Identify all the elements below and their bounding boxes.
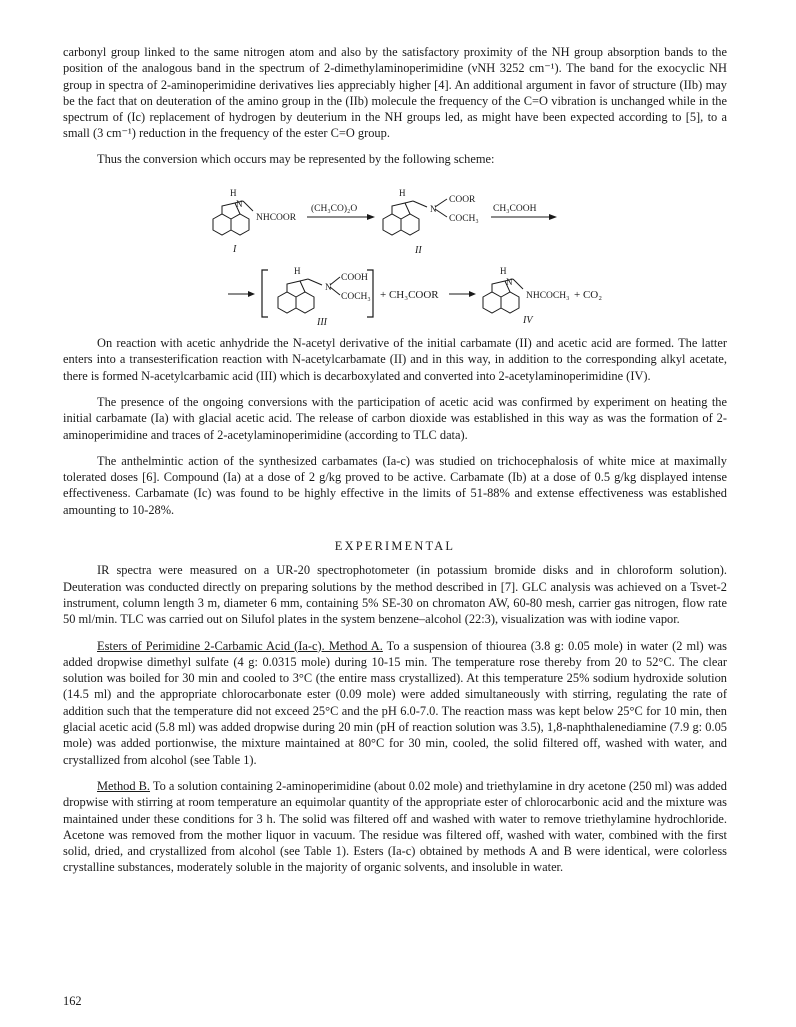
- paragraph-2: Thus the conversion which occurs may be represented by the following scheme:: [97, 151, 495, 166]
- paragraph-8: [63, 778, 727, 876]
- atom-h: H: [294, 266, 301, 277]
- page-body: [63, 44, 727, 876]
- substituent-IV: NHCOCH₃: [526, 291, 570, 302]
- paragraph-5: The anthelmintic action of the synthesized carbamates (Ia-c) was studied on trichocephalosis of white mice at maximally tolerated doses [6]. Compound (Ia) at a dose of 2 g/kg proved to be active. Carbamate (Ib) at a dose of 0.5 g/kg displayed intense effectiveness. Carbamate (Ic) was found to be highly effective in the limits of 51-88% and extense effectiveness was established amounting to 10-28%.: [63, 453, 727, 517]
- compound-II: [383, 199, 447, 235]
- page-number: 162: [63, 994, 82, 1008]
- paragraph-7: [63, 638, 727, 768]
- label-I: I: [233, 244, 237, 256]
- paragraph-1: carbonyl group linked to the same nitrogen atom and also by the satisfactory proximity of the NH group absorption bands to the position of the analogous band in the spectrum of 2-dimethylaminoperimidine (νNH 3252 cm⁻¹). The band for the exocyclic NH group in spectra of 2-aminoperimidine derivatives lies appreciably higher [4]. An additional argument in favor of structure (IIb) may be the fact that on deuteration of the amino group in the (IIb) molecule the frequency of the C=O vibration is unchanged while in the spectrum of (Ic) replacement of hydrogen by deuterium in the NH groups led, as might have been expected according to [5], to a small (3 cm⁻¹) reduction in the frequency of the ester C=O group.: [63, 45, 727, 141]
- method-b-title: Method B.: [97, 778, 151, 793]
- substituent-III-top: COOH: [341, 273, 368, 284]
- paragraph-4: The presence of the ongoing conversions with the participation of acetic acid was confirmed by experiment on heating the initial carbamate (Ia) with glacial acetic acid. The release of carbon dioxide was established in this way as was the formation of 2-aminoperimidine and traces of 2-acetylaminoperimidine (according to TLC data).: [63, 394, 727, 442]
- substituent-II-top: COOR: [449, 195, 476, 206]
- atom-n: N: [506, 277, 513, 288]
- paragraph-6: IR spectra were measured on a UR-20 spectrophotometer (in potassium bromide disks and in chloroform solution). Deuteration was conducted directly on preparing solutions by the method described in [7]. GLC analysis was achieved on a Tsvet-2 instrument, column length 3 m, diameter 6 mm, containing 5% SE-30 on chromaton AW, 60-80 mesh, carrier gas nitrogen, flow rate 50 ml/min. TLC was carried out on Silufol plates in the system benzene–alcohol (22:3), visualization was with iodine vapor.: [63, 563, 727, 627]
- reaction-scheme: [63, 175, 727, 325]
- substituent-I: NHCOOR: [256, 213, 297, 224]
- reaction-scheme-svg: [63, 175, 727, 325]
- atom-n: N: [325, 282, 332, 293]
- atom-h: H: [399, 188, 406, 199]
- method-a-title: Esters of Perimidine 2-Carbamic Acid (Ia-c). Method A.: [97, 638, 383, 653]
- plus-ester: + CH₃COOR: [380, 289, 439, 302]
- label-II: II: [415, 245, 422, 257]
- method-a-text: To a suspension of thiourea (3.8 g: 0.05 mole) in water (2 ml) was added dropwise dimethyl sulfate (4 g: 0.0315 mole) during 10-15 min. The temperature rose thereby from 20 to 52°C. The clear solution was boiled for 30 min and cooled to 3°C (the entire mass crystallized). At this temperature 25% sodium hydroxide solution (14.5 ml) and the appropriate chlorocarbonate ester (0.09 mole) were added simultaneously with stirring, regulating the rate of addition such that the temperature did not exceed 25°C and the pH 6.0-7.0. The reaction mass was kept below 25°C for 10 min, then glacial acetic acid (5.8 ml) was added dropwise during 20 min (pH of reaction solution was 3.5), 1,8-naphthalenediamine (7.9 g: 0.05 mole) was added portionwise, the mixture maintained at 80°C for 30 min, cooled, the solid filtered off, washed with water, and crystallized from alcohol (see Table 1).: [63, 638, 727, 767]
- compound-I: [213, 201, 253, 235]
- atom-n: N: [430, 204, 437, 215]
- method-b-text: To a solution containing 2-aminoperimidine (about 0.02 mole) and triethylamine in dry acetone (250 ml) was added dropwise with stirring at room temperature an equimolar quantity of the appropriate ester of chlorocarbonic acid and the mixture was maintained under these conditions for 3 h. The solid was filtered off and washed with water to remove triethylamine hydrochloride. Acetone was removed from the mother liquor in vacuum. The residue was filtered off, washed with water, combined with the first solid, dried, and crystallized from alcohol (see Table 1). Esters (Ia-c) obtained by methods A and B were identical, were colorless crystalline substances, moderately soluble in the majority of organic solvents, and insoluble in water.: [63, 778, 728, 875]
- atom-h: H: [500, 266, 507, 277]
- paragraph-3: On reaction with acetic anhydride the N-acetyl derivative of the initial carbamate (II) and acetic acid are formed. The latter enters into a transesterification reaction with N-acetylcarbamate (II) and in this way, in addition to the corresponding alkyl acetate, there is formed N-acetylcarbamic acid (III) which is decarboxylated and converted into 2-acetylaminoperimidine (IV).: [63, 336, 727, 383]
- label-IV: IV: [523, 315, 533, 326]
- plus-co2: + CO₂: [574, 289, 603, 302]
- atom-h: H: [230, 188, 237, 199]
- compound-IV: [483, 279, 523, 313]
- reagent-1: (CH₃CO)₂O: [311, 204, 358, 215]
- substituent-III-bottom: COCH₃: [341, 292, 371, 303]
- label-III: III: [317, 317, 327, 326]
- atom-n: N: [236, 199, 243, 210]
- substituent-II-bottom: COCH₃: [449, 214, 479, 225]
- section-heading: EXPERIMENTAL: [334, 539, 456, 554]
- reagent-2: CH₃COOH: [493, 204, 537, 215]
